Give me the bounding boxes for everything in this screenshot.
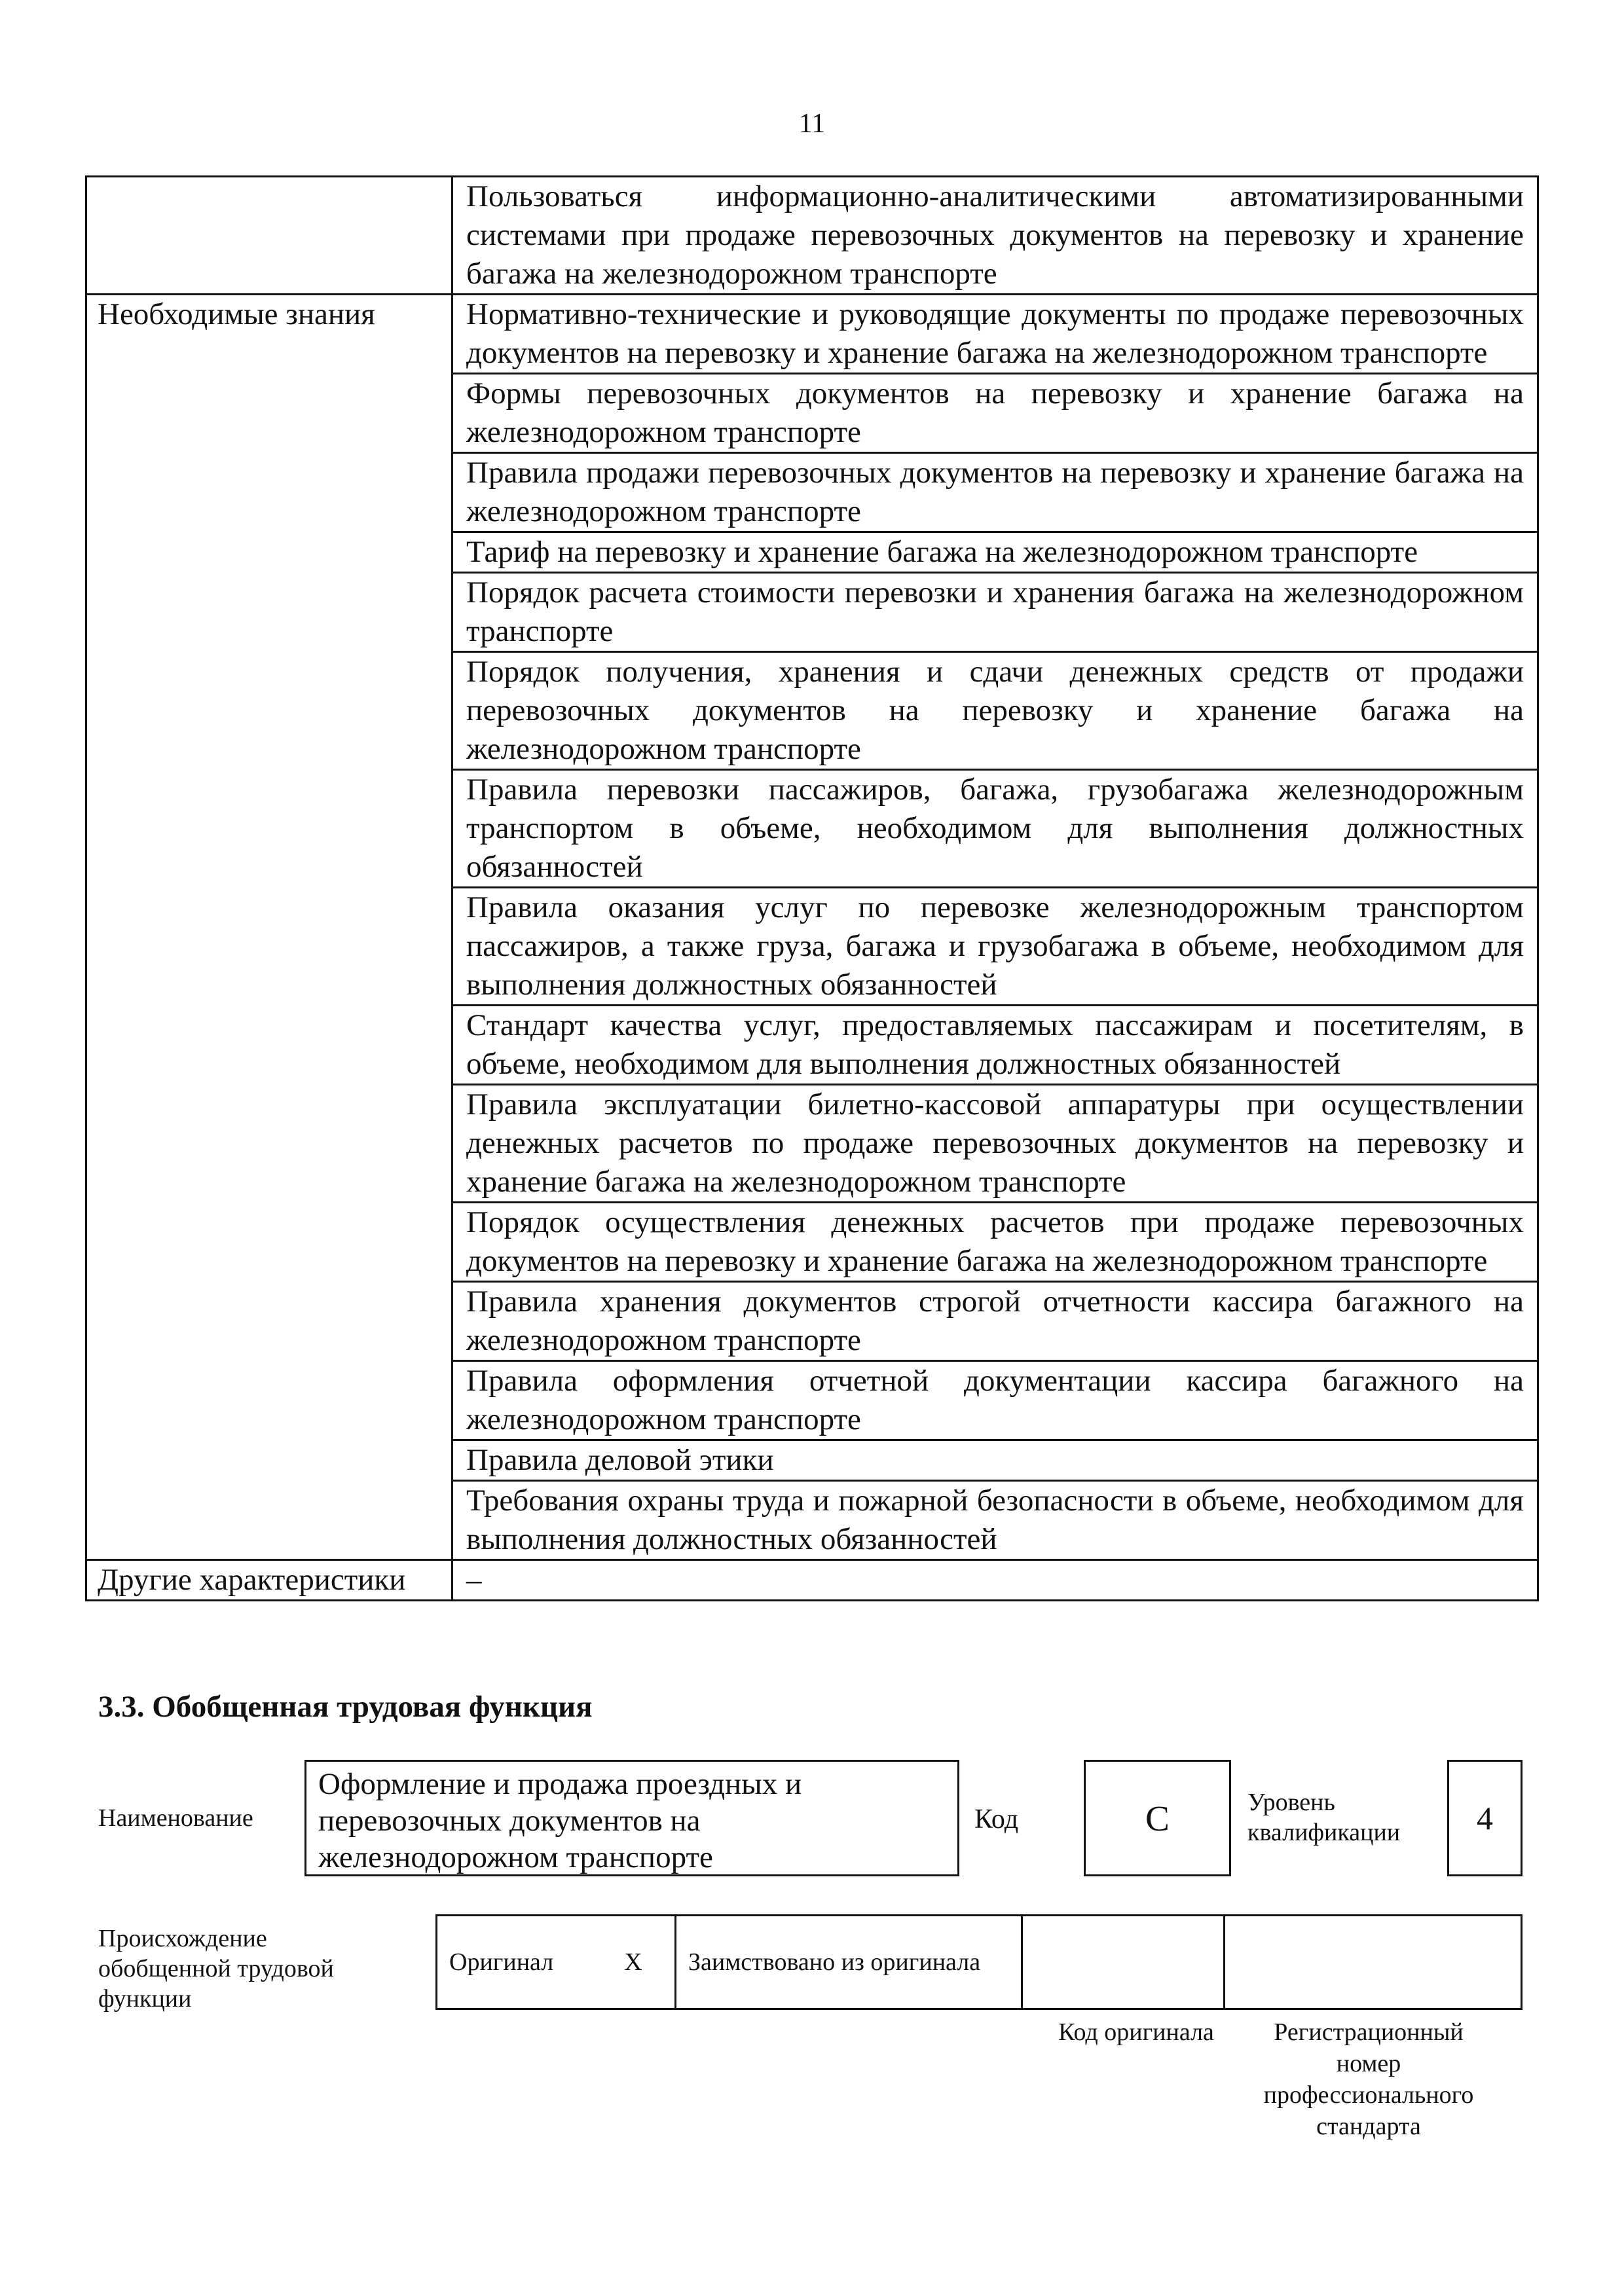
table-row	[437, 1916, 1522, 2009]
original-label: Оригинал	[437, 1916, 593, 2009]
page-number: 11	[798, 109, 826, 139]
knowledge-table	[85, 175, 1539, 1601]
table-cell: Формы перевозочных документов на перевозку и хранение багажа на железнодорожном транспорте	[452, 374, 1538, 453]
origin-label: Происхождение обобщенной трудовой функции	[98, 1925, 334, 2013]
table-cell: Правила перевозки пассажиров, багажа, грузобагажа железнодорожным транспортом в объеме, необходимом для выполнения должностных обязанностей	[452, 770, 1538, 888]
borrowed-label: Заимствовано из оригинала	[676, 1916, 1022, 2009]
table-cell: Правила хранения документов строгой отчетности кассира багажного на железнодорожном транспорте	[452, 1282, 1538, 1361]
name-value-box: Оформление и продажа проездных и перевозочных документов на железнодорожном транспорте	[304, 1760, 959, 1876]
original-mark: X	[592, 1916, 676, 2009]
table-cell: Требования охраны труда и пожарной безопасности в объеме, необходимом для выполнения должностных обязанностей	[452, 1481, 1538, 1560]
caption-original-code: Код оригинала	[1058, 2018, 1214, 2046]
table-cell: Стандарт качества услуг, предоставляемых пассажирам и посетителям, в объеме, необходимом для выполнения должностных обязанностей	[452, 1006, 1538, 1085]
level-label: Уровень квалификации	[1247, 1789, 1401, 1846]
code-value-box: C	[1084, 1760, 1231, 1876]
table-row	[86, 177, 1538, 295]
table-cell: Порядок расчета стоимости перевозки и хранения багажа на железнодорожном транспорте	[452, 573, 1538, 652]
row-label	[86, 177, 452, 295]
caption-registration-number: Регистрационный номер профессионального стандарта	[1263, 2018, 1474, 2140]
table-cell: –	[452, 1560, 1538, 1601]
origin-table	[435, 1914, 1522, 2010]
table-cell: Нормативно-технические и руководящие документы по продаже перевозочных документов на перевозку и хранение багажа на железнодорожном транспорте	[452, 295, 1538, 374]
table-cell: Порядок получения, хранения и сдачи денежных средств от продажи перевозочных документов на перевозку и хранение багажа на железнодорожном транспорте	[452, 652, 1538, 770]
table-cell: Правила оказания услуг по перевозке железнодорожным транспортом пассажиров, а также груза, багажа и грузобагажа в объеме, необходимом для выполнения должностных обязанностей	[452, 888, 1538, 1006]
code-label: Код	[974, 1804, 1019, 1834]
row-label-knowledge: Необходимые знания	[86, 295, 452, 1560]
table-cell: Тариф на перевозку и хранение багажа на железнодорожном транспорте	[452, 532, 1538, 573]
table-cell: Пользоваться информационно-аналитическими автоматизированными системами при продаже перевозочных документов на перевозку и хранение багажа на железнодорожном транспорте	[452, 177, 1538, 295]
table-row	[86, 295, 1538, 374]
table-cell: Правила деловой этики	[452, 1440, 1538, 1481]
level-value-box: 4	[1447, 1760, 1522, 1876]
name-label: Наименование	[98, 1804, 253, 1832]
table-cell: Правила продажи перевозочных документов на перевозку и хранение багажа на железнодорожном транспорте	[452, 453, 1538, 532]
row-label-other: Другие характеристики	[86, 1560, 452, 1601]
section-title: 3.3. Обобщенная трудовая функция	[98, 1690, 593, 1724]
original-code-cell	[1022, 1916, 1225, 2009]
registration-number-cell	[1225, 1916, 1522, 2009]
table-cell: Правила оформления отчетной документации кассира багажного на железнодорожном транспорте	[452, 1361, 1538, 1440]
table-cell: Правила эксплуатации билетно-кассовой аппаратуры при осуществлении денежных расчетов по продаже перевозочных документов на перевозку и хранение багажа на железнодорожном транспорте	[452, 1085, 1538, 1203]
table-cell: Порядок осуществления денежных расчетов при продаже перевозочных документов на перевозку и хранение багажа на железнодорожном транспорте	[452, 1203, 1538, 1282]
table-row	[86, 1560, 1538, 1601]
